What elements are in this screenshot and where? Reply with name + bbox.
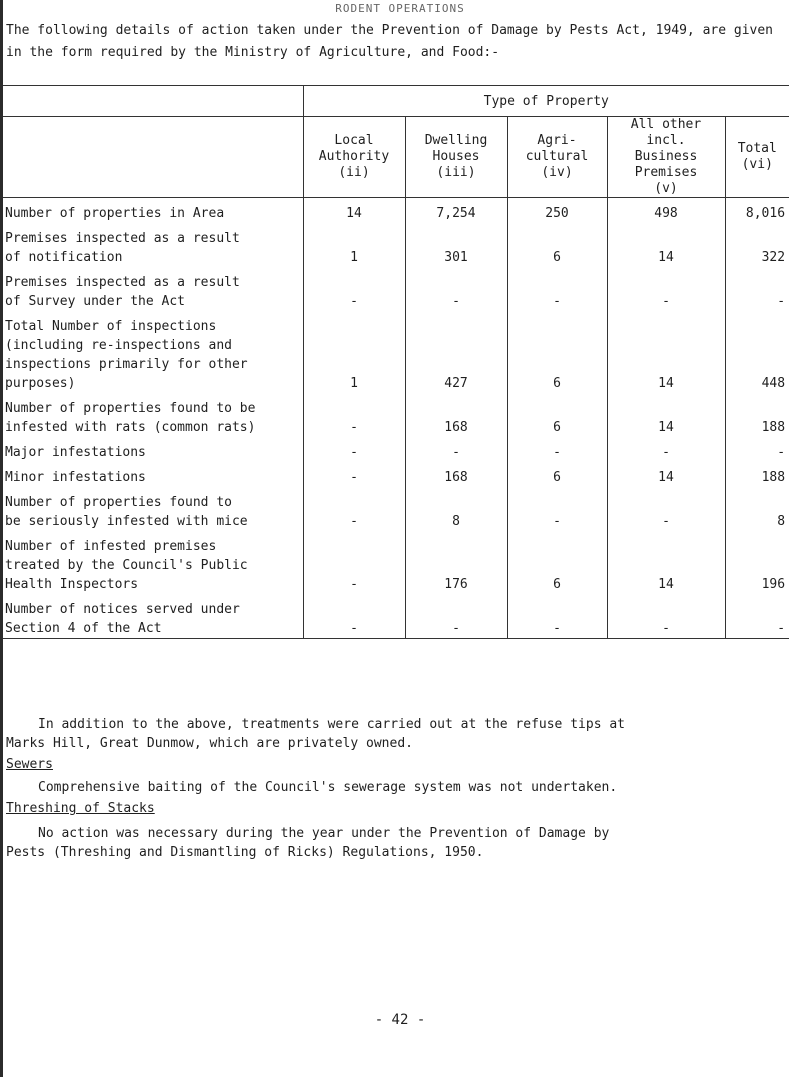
column-header-line: cultural (525, 149, 589, 164)
cell-value: 6 (507, 531, 607, 594)
cell-value: - (725, 267, 789, 311)
cell-value: 14 (607, 462, 725, 487)
row-label-line: Number of properties in Area (5, 206, 225, 221)
cell-value: 322 (725, 223, 789, 267)
column-header (725, 117, 789, 198)
cell-value: 188 (725, 462, 789, 487)
row-label-line: purposes) (5, 376, 76, 391)
row-label-line: Minor infestations (5, 470, 146, 485)
cell-value: - (303, 267, 405, 311)
cell-value: - (405, 594, 507, 639)
column-header (405, 117, 507, 198)
cell-value: - (303, 462, 405, 487)
cell-value: 1 (303, 223, 405, 267)
row-label-line: Health Inspectors (5, 577, 139, 592)
cell-value: 14 (303, 198, 405, 224)
cell-value: - (405, 437, 507, 462)
cell-value: - (303, 393, 405, 437)
column-header (607, 117, 725, 198)
row-label (3, 393, 303, 437)
sewers-text: Comprehensive baiting of the Council's sewerage system was not undertaken. (38, 780, 618, 795)
row-label-line: Number of infested premises (5, 539, 217, 554)
cell-value: - (303, 487, 405, 531)
table-row (3, 223, 789, 267)
column-header-line: Authority (318, 149, 390, 164)
table-row (3, 531, 789, 594)
cell-value: 176 (405, 531, 507, 594)
cropped-header: RODENT OPERATIONS (335, 2, 465, 15)
cell-value: 7,254 (405, 198, 507, 224)
column-header-line: All other (630, 117, 702, 132)
row-label-line: (including re-inspections and (5, 338, 232, 353)
threshing-heading: Threshing of Stacks (6, 801, 155, 816)
table-row (3, 487, 789, 531)
cell-value: 168 (405, 393, 507, 437)
cell-value: 8 (405, 487, 507, 531)
type-of-property-heading: Type of Property (303, 86, 789, 117)
page-number: - 42 - (374, 1012, 426, 1028)
row-label (3, 531, 303, 594)
cell-value: 498 (607, 198, 725, 224)
row-label-line: inspections primarily for other (5, 357, 248, 372)
cell-value: 14 (607, 311, 725, 393)
cell-value: 6 (507, 393, 607, 437)
column-header-line: Agri- (537, 133, 577, 148)
sewers-heading: Sewers (6, 757, 53, 772)
addition-line-2: Marks Hill, Great Dunmow, which are privately owned. (6, 736, 413, 751)
table-row (3, 437, 789, 462)
cell-value: 14 (607, 223, 725, 267)
cell-value: - (303, 594, 405, 639)
cell-value: - (507, 594, 607, 639)
row-label-line: Premises inspected as a result (5, 275, 240, 290)
cell-value: 14 (607, 531, 725, 594)
threshing-section (6, 799, 786, 862)
cell-value: 8,016 (725, 198, 789, 224)
cell-value: - (507, 487, 607, 531)
cell-value: 1 (303, 311, 405, 393)
row-label (3, 594, 303, 639)
cell-value: 448 (725, 311, 789, 393)
row-label (3, 487, 303, 531)
cell-value: 250 (507, 198, 607, 224)
table-row (3, 393, 789, 437)
addition-paragraph (6, 715, 786, 753)
row-label-line: be seriously infested with mice (5, 514, 248, 529)
cell-value: - (405, 267, 507, 311)
threshing-line-2: Pests (Threshing and Dismantling of Ricks) Regulations, 1950. (6, 845, 484, 860)
cell-value: 196 (725, 531, 789, 594)
table-row (3, 198, 789, 224)
cell-value: - (725, 437, 789, 462)
column-header (303, 117, 405, 198)
column-header-line: (ii) (338, 165, 370, 180)
row-label (3, 437, 303, 462)
cell-value: 6 (507, 223, 607, 267)
cell-value: 188 (725, 393, 789, 437)
cell-value: - (607, 267, 725, 311)
cell-value: - (607, 487, 725, 531)
column-header-line: Business (634, 149, 698, 164)
cell-value: - (303, 531, 405, 594)
row-label-line: Major infestations (5, 445, 146, 460)
column-header (507, 117, 607, 198)
table-row (3, 594, 789, 639)
column-header-line: Local (334, 133, 374, 148)
column-header-line: (iii) (436, 165, 476, 180)
row-label-line: of notification (5, 250, 123, 265)
cell-value: 6 (507, 311, 607, 393)
column-header-line: Total (737, 141, 777, 156)
table-row (3, 462, 789, 487)
row-label-line: Number of properties found to be (5, 401, 256, 416)
cell-value: 301 (405, 223, 507, 267)
cell-value: 8 (725, 487, 789, 531)
row-label (3, 462, 303, 487)
row-label-line: Number of properties found to (5, 495, 232, 510)
row-label-line: Number of notices served under (5, 602, 240, 617)
column-header-line: incl. (646, 133, 686, 148)
cell-value: 168 (405, 462, 507, 487)
cell-value: 14 (607, 393, 725, 437)
row-label (3, 223, 303, 267)
table-row (3, 311, 789, 393)
row-label (3, 311, 303, 393)
row-label-line: Section 4 of the Act (5, 621, 162, 636)
sewers-section (6, 755, 786, 797)
row-label-line: of Survey under the Act (5, 294, 186, 309)
row-label-line: treated by the Council's Public (5, 558, 248, 573)
cell-value: - (607, 594, 725, 639)
row-label-line: infested with rats (common rats) (5, 420, 256, 435)
cell-value: 427 (405, 311, 507, 393)
column-header-line: (iv) (541, 165, 573, 180)
intro-paragraph: The following details of action taken under the Prevention of Damage by Pests Act, 1949, are given in the form required by the Ministry of Agriculture, and Food:- (6, 23, 774, 60)
column-header-line: Dwelling (424, 133, 488, 148)
cell-value: 6 (507, 462, 607, 487)
column-header-line: Premises (634, 165, 698, 180)
table-row (3, 267, 789, 311)
cell-value: - (607, 437, 725, 462)
cell-value: - (303, 437, 405, 462)
cell-value: - (507, 267, 607, 311)
row-label (3, 198, 303, 224)
column-header-line: (v) (654, 181, 678, 196)
cell-value: - (507, 437, 607, 462)
addition-line-1: In addition to the above, treatments were carried out at the refuse tips at (38, 717, 625, 732)
row-label (3, 267, 303, 311)
row-label-line: Total Number of inspections (5, 319, 217, 334)
column-header-line: Houses (432, 149, 480, 164)
row-label-line: Premises inspected as a result (5, 231, 240, 246)
threshing-line-1: No action was necessary during the year under the Prevention of Damage by (38, 826, 610, 841)
pests-table (3, 85, 789, 639)
column-header-line: (vi) (741, 157, 773, 172)
cell-value: - (725, 594, 789, 639)
